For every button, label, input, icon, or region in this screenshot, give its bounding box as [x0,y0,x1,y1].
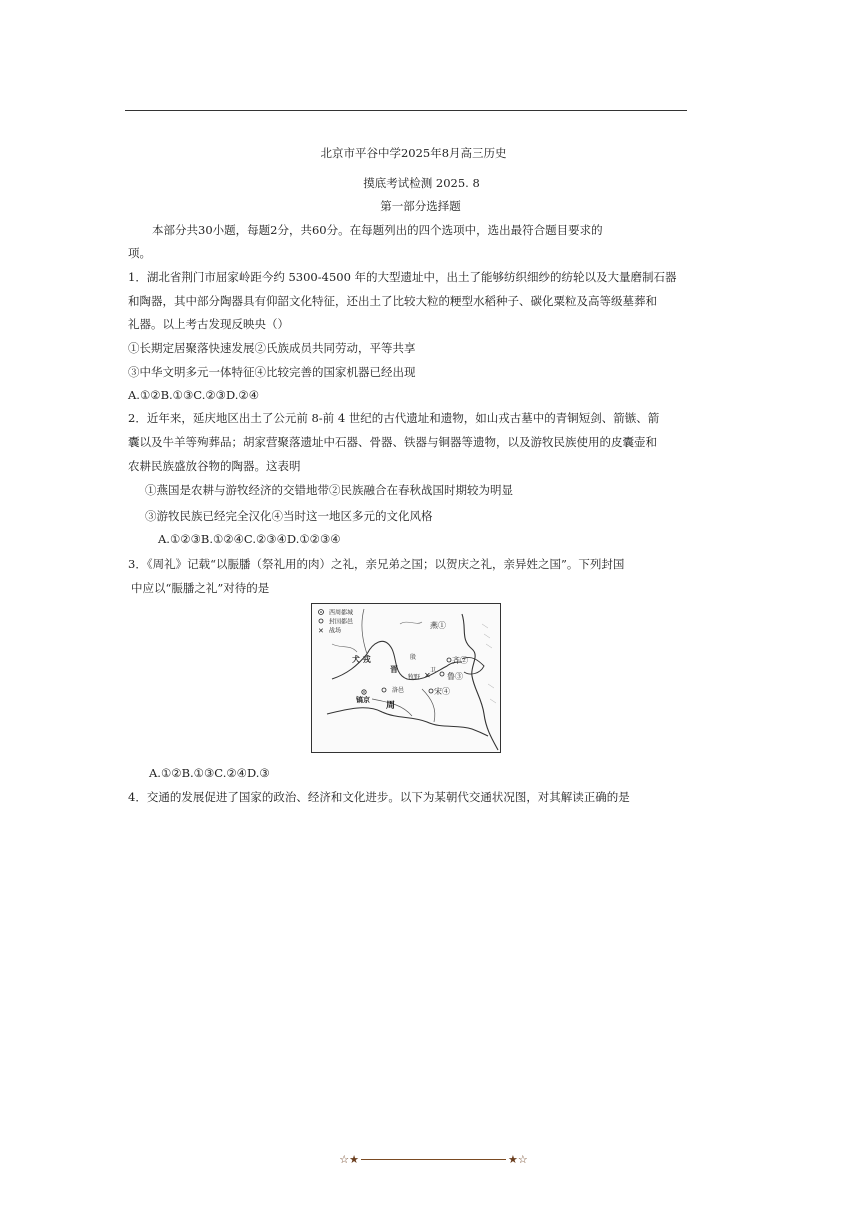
instructions-line-2: 项。 [128,246,151,260]
q1-line-3: 礼器。以上考古发现反映央（） [128,317,289,331]
q2-line-3: 农耕民族盛放谷物的陶器。这表明 [128,459,301,473]
label-luoyi: 洛邑 [392,687,405,694]
q1-option-line-1: ①长期定居聚落快速发展②氏族成员共同劳动，平等共享 [128,341,416,355]
q1-line-2: 和陶器，其中部分陶器具有仰韶文化特征，还出土了比较大粒的粳型水稻种子、碳化粟粒及高等级墓葬和 [128,294,657,308]
footer-stars-left: ☆★ [339,1153,359,1166]
q2-option-line-2: ③游牧民族已经完全汉化④当时这一地区多元的文化风格 [145,509,433,523]
label-song: 宋④ [434,687,450,696]
q3-line-2: 中应以“脤膰之礼”对待的是 [131,581,270,595]
instructions-line-1: 本部分共30小题，每题2分，共60分。在每题列出的四个选项中，选出最符合题目要求的 [152,223,603,237]
map-drawing [312,604,500,752]
label-jin: 晋 [390,664,398,674]
label-qi: 齐② [452,656,468,665]
label-yin: 殷 [410,654,417,661]
q2-line-1: 2．近年来，延庆地区出土了公元前 8-前 4 世纪的古代遗址和遗物，如山戎古墓中的青铜短剑、箭镞、箭 [128,411,660,425]
legend-battle: 战场 [329,627,342,635]
q3-answers: A.①②B.①③C.②④D.③ [149,766,270,780]
footer-line [361,1159,506,1160]
label-wei: 卫 [430,667,437,674]
footer-stars-right: ★☆ [508,1153,528,1166]
q1-line-1: 1．湖北省荆门市屈家岭距今约 5300-4500 年的大型遗址中，出土了能够纺织细纱的纺轮以及大量磨制石器 [128,270,677,284]
exam-subtitle: 摸底考试检测 2025. 8 [363,176,480,190]
page-footer [0,1152,867,1166]
q2-option-line-1: ①燕国是农耕与游牧经济的交错地带②民族融合在春秋战国时期较为明显 [145,483,513,497]
q1-option-line-2: ③中华文明多元一体特征④比较完善的国家机器已经出现 [128,365,416,379]
q4-line-1: 4．交通的发展促进了国家的政治、经济和文化进步。以下为某朝代交通状况图，对其解读正确的是 [128,790,630,804]
section-title: 第一部分选择题 [380,199,461,213]
top-rule [125,110,687,111]
label-quanrong: 犬 戎 [352,654,371,664]
battlefield-icon: ✕ [318,627,324,635]
exam-title: 北京市平谷中学2025年8月高三历史 [320,146,507,160]
western-zhou-map [311,603,501,753]
q2-answers: A.①②③B.①②④C.②③④D.①②③④ [158,532,341,546]
battle-icon-muye: ✕ [424,671,431,680]
label-yan: 燕① [430,621,446,630]
legend-fief: 封国都邑 [329,618,354,626]
label-muye: 牧野 [408,674,421,681]
label-zhou: 周 [386,701,396,711]
q2-line-2: 囊以及牛羊等殉葬品；胡家营聚落遗址中石器、骨器、铁器与铜器等遗物，以及游牧民族使用的皮囊壶和 [128,435,657,449]
label-haojing: 镐京 [356,695,370,704]
label-lu: 鲁③ [447,672,463,681]
q3-line-1: 3．《周礼》记载“以脤膰（祭礼用的肉）之礼，亲兄弟之国；以贺庆之礼，亲异姓之国”。下列封国 [128,557,625,571]
q1-answers: A.①②B.①③C.②③D.②④ [128,388,260,402]
legend-capital: 西周都城 [329,609,354,617]
